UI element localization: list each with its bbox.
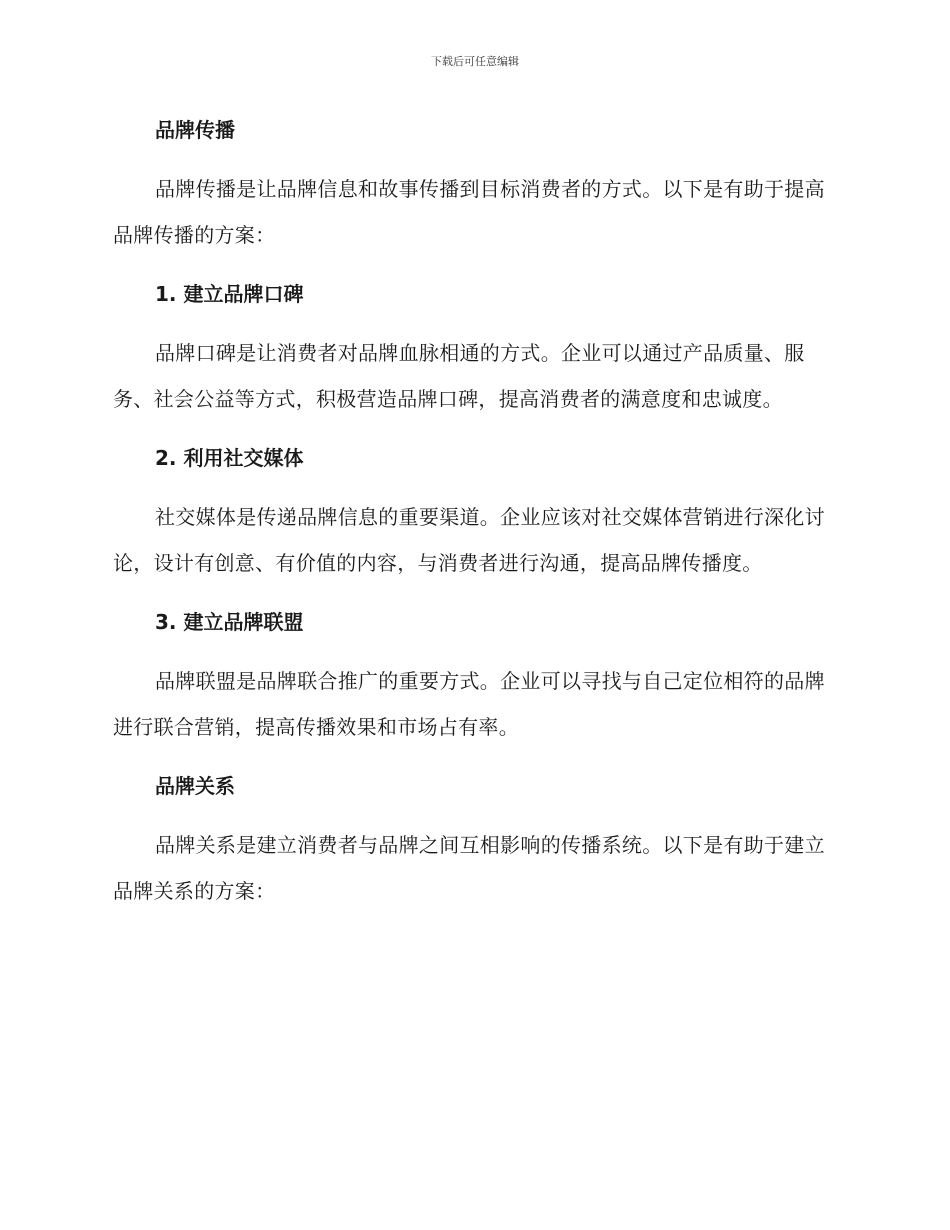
section-heading-word-of-mouth: 1. 建立品牌口碑 bbox=[155, 282, 304, 306]
section-heading-brand-communication: 品牌传播 bbox=[155, 118, 235, 142]
section-paragraph-word-of-mouth: 品牌口碑是让消费者对品牌血脉相通的方式。企业可以通过产品质量、服务、社会公益等方式，积极营造品牌口碑，提高消费者的满意度和忠诚度。 bbox=[113, 341, 805, 411]
section-heading-social-media: 2. 利用社交媒体 bbox=[155, 446, 304, 470]
section-heading-brand-alliance: 3. 建立品牌联盟 bbox=[155, 610, 304, 634]
page-header-note: 下载后可任意编辑 bbox=[431, 55, 519, 68]
section-heading-brand-relationship: 品牌关系 bbox=[155, 774, 235, 798]
section-paragraph-brand-alliance: 品牌联盟是品牌联合推广的重要方式。企业可以寻找与自己定位相符的品牌进行联合营销，提高传播效果和市场占有率。 bbox=[113, 669, 825, 739]
section-paragraph-brand-communication: 品牌传播是让品牌信息和故事传播到目标消费者的方式。以下是有助于提高品牌传播的方案： bbox=[113, 177, 825, 247]
document-body bbox=[113, 108, 833, 914]
section-paragraph-brand-relationship: 品牌关系是建立消费者与品牌之间互相影响的传播系统。以下是有助于建立品牌关系的方案： bbox=[113, 833, 825, 903]
section-paragraph-social-media: 社交媒体是传递品牌信息的重要渠道。企业应该对社交媒体营销进行深化讨论，设计有创意、有价值的内容，与消费者进行沟通，提高品牌传播度。 bbox=[113, 505, 825, 575]
